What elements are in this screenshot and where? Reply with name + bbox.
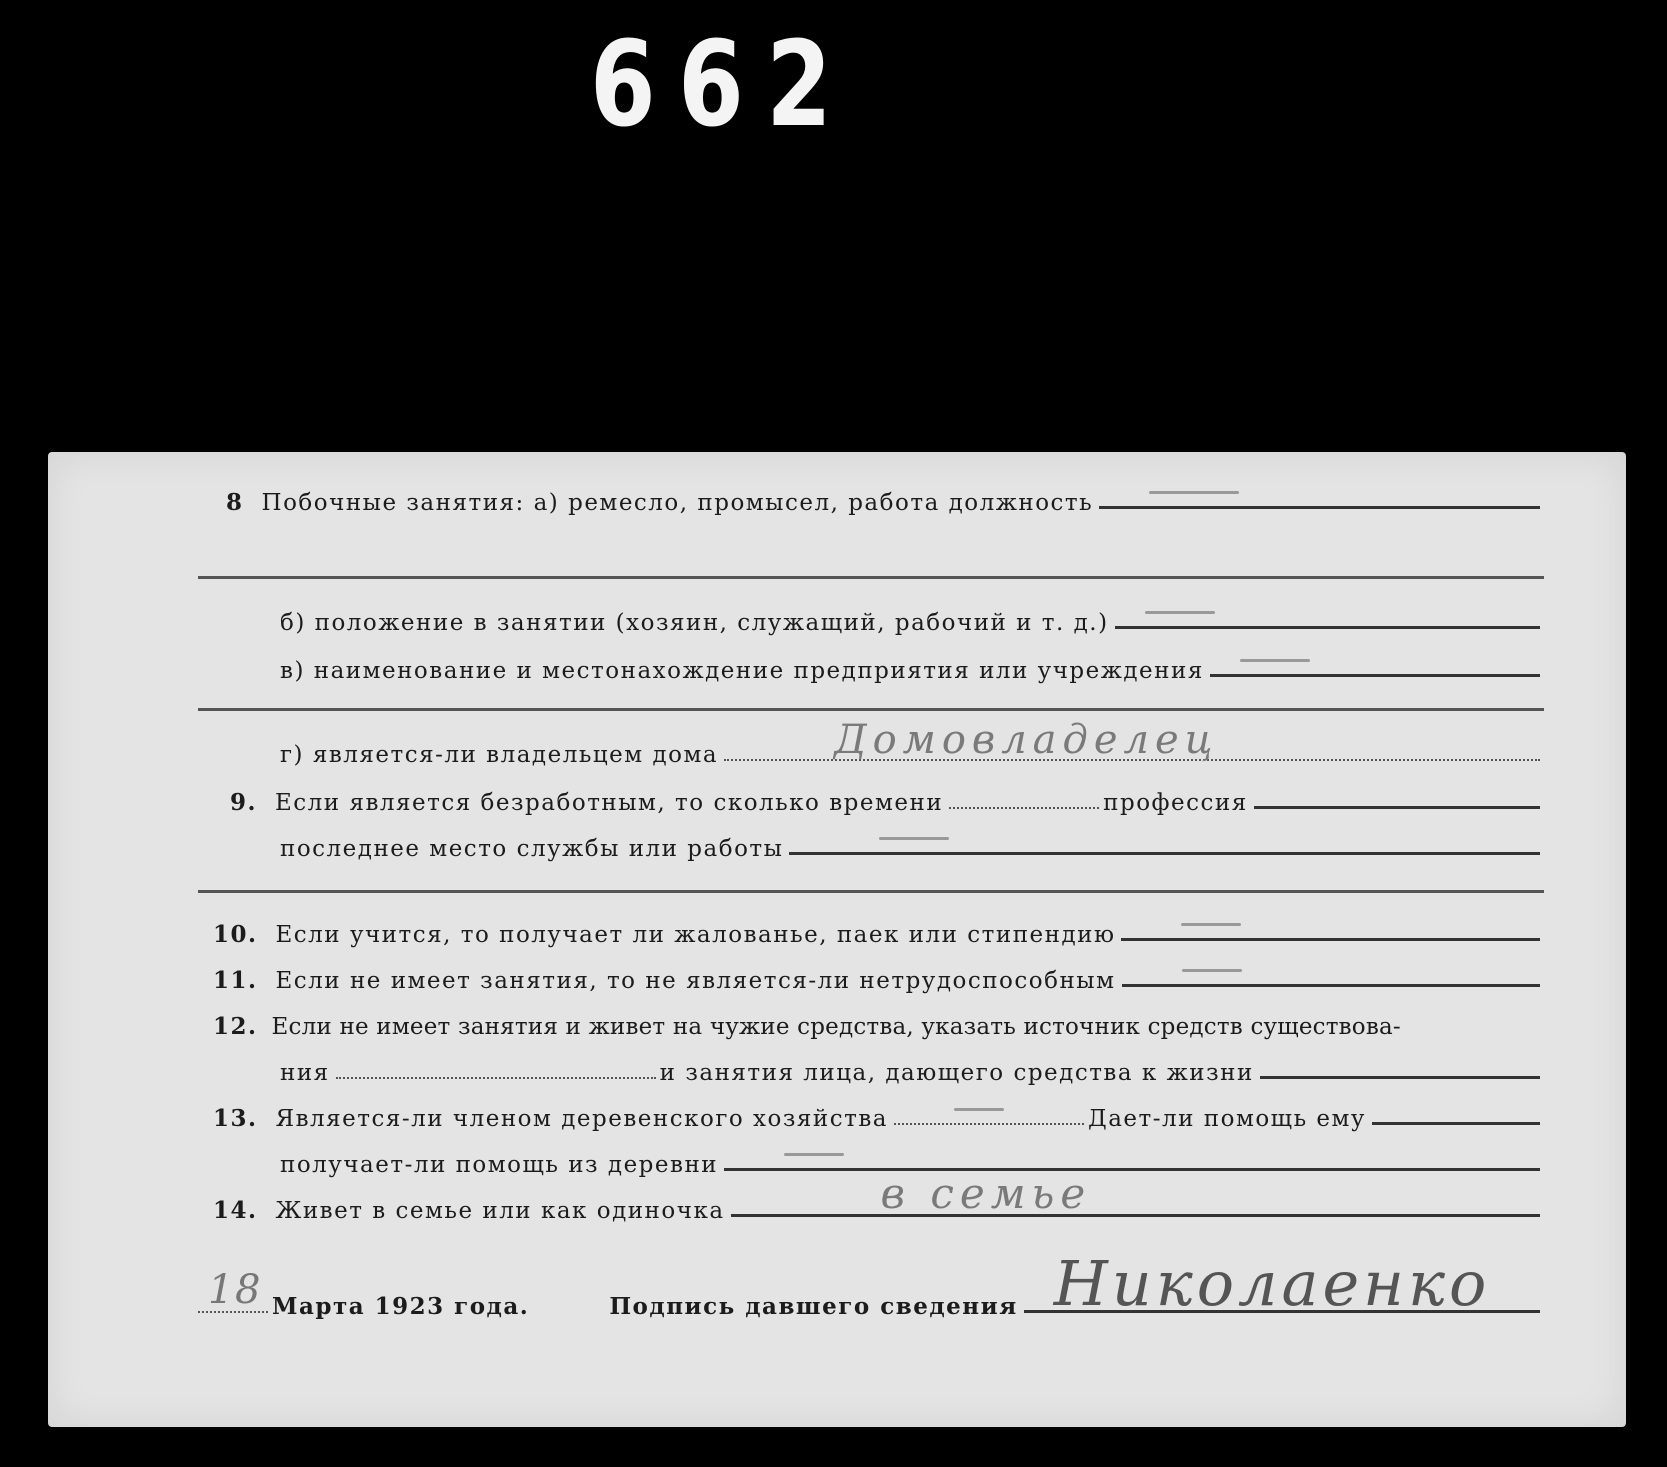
question-12-label2: и занятия лица, дающего средства к жизни	[659, 1060, 1254, 1086]
question-8v-field[interactable]	[1210, 673, 1540, 677]
question-13-receive-field[interactable]	[724, 1167, 1540, 1171]
question-8v	[280, 650, 1544, 684]
question-8g-field[interactable]	[724, 717, 1540, 763]
question-8-number: 8	[226, 489, 244, 516]
question-13	[213, 1098, 1544, 1132]
question-9-label: Если является безработным, то сколько времени	[275, 790, 944, 816]
signature-handwriting: Николаенко	[1053, 1247, 1491, 1320]
question-14	[213, 1169, 1544, 1224]
question-10-label: Если учится, то получает ли жалованье, паек или стипендию	[275, 922, 1116, 948]
question-11-label: Если не имеет занятия, то не является-ли нетрудоспособным	[275, 968, 1116, 994]
day-field[interactable]	[198, 1267, 268, 1313]
signature-label: Подпись давшего сведения	[609, 1293, 1018, 1320]
date-label: Марта 1923 года.	[272, 1293, 530, 1320]
day-value: 18	[208, 1267, 262, 1313]
question-8a	[226, 482, 1544, 516]
signature-field[interactable]	[1024, 1247, 1540, 1320]
question-8b-label: б) положение в занятии (хозяин, служащий, рабочий и т. д.)	[280, 610, 1109, 636]
question-12	[213, 1006, 1544, 1040]
signature-row	[198, 1247, 1544, 1320]
question-13-help-field[interactable]	[1372, 1121, 1540, 1125]
question-11-field[interactable]	[1122, 983, 1540, 987]
question-9-last-label: последнее место службы или работы	[280, 836, 784, 862]
question-14-answer: в семье	[880, 1169, 1092, 1218]
question-13-cont-label: получает-ли помощь из деревни	[280, 1152, 719, 1178]
question-9-last-field[interactable]	[789, 851, 1540, 855]
divider-line	[198, 576, 1544, 579]
question-13-help-label: Дает-ли помощь ему	[1088, 1106, 1366, 1132]
question-13-label: Является-ли членом деревенского хозяйства	[275, 1106, 888, 1132]
question-12-cont	[280, 1052, 1544, 1086]
question-9-last	[280, 828, 1544, 862]
question-8b	[280, 602, 1544, 636]
frame-number: 662	[590, 15, 855, 153]
question-13-member-field[interactable]	[894, 1122, 1084, 1125]
question-10	[213, 914, 1544, 948]
question-10-number: 10.	[213, 921, 258, 948]
question-8b-field[interactable]	[1115, 625, 1540, 629]
question-14-label: Живет в семье или как одиночка	[275, 1198, 725, 1224]
question-12-source-field[interactable]	[336, 1076, 656, 1079]
question-12-occupation-field[interactable]	[1260, 1075, 1540, 1079]
question-11	[213, 960, 1544, 994]
question-8g-label: г) является-ли владельцем дома	[280, 742, 719, 768]
question-8g-answer: Домовладелец	[834, 717, 1219, 763]
question-13-number: 13.	[213, 1105, 258, 1132]
census-card	[48, 452, 1626, 1427]
question-9-profession-field[interactable]	[1254, 805, 1540, 809]
question-14-number: 14.	[213, 1197, 258, 1224]
divider-line	[198, 890, 1544, 893]
question-9-number: 9.	[230, 789, 258, 816]
question-14-field[interactable]	[731, 1169, 1540, 1218]
question-8a-label: Побочные занятия: а) ремесло, промысел, работа должность	[261, 490, 1094, 516]
question-8g	[280, 717, 1544, 768]
question-9-profession-label: профессия	[1103, 790, 1248, 816]
question-12-label: Если не имеет занятия и живет на чужие средства, указать источник средств существова-	[271, 1014, 1401, 1040]
question-10-field[interactable]	[1121, 937, 1540, 941]
question-12-cont-label: ния	[280, 1060, 330, 1086]
divider-line	[198, 708, 1544, 711]
question-8v-label: в) наименование и местонахождение предприятия или учреждения	[280, 658, 1204, 684]
question-9-duration-field[interactable]	[949, 806, 1099, 809]
question-12-number: 12.	[213, 1013, 258, 1040]
question-8a-field[interactable]	[1099, 505, 1540, 509]
question-9	[230, 782, 1544, 816]
question-11-number: 11.	[213, 967, 258, 994]
